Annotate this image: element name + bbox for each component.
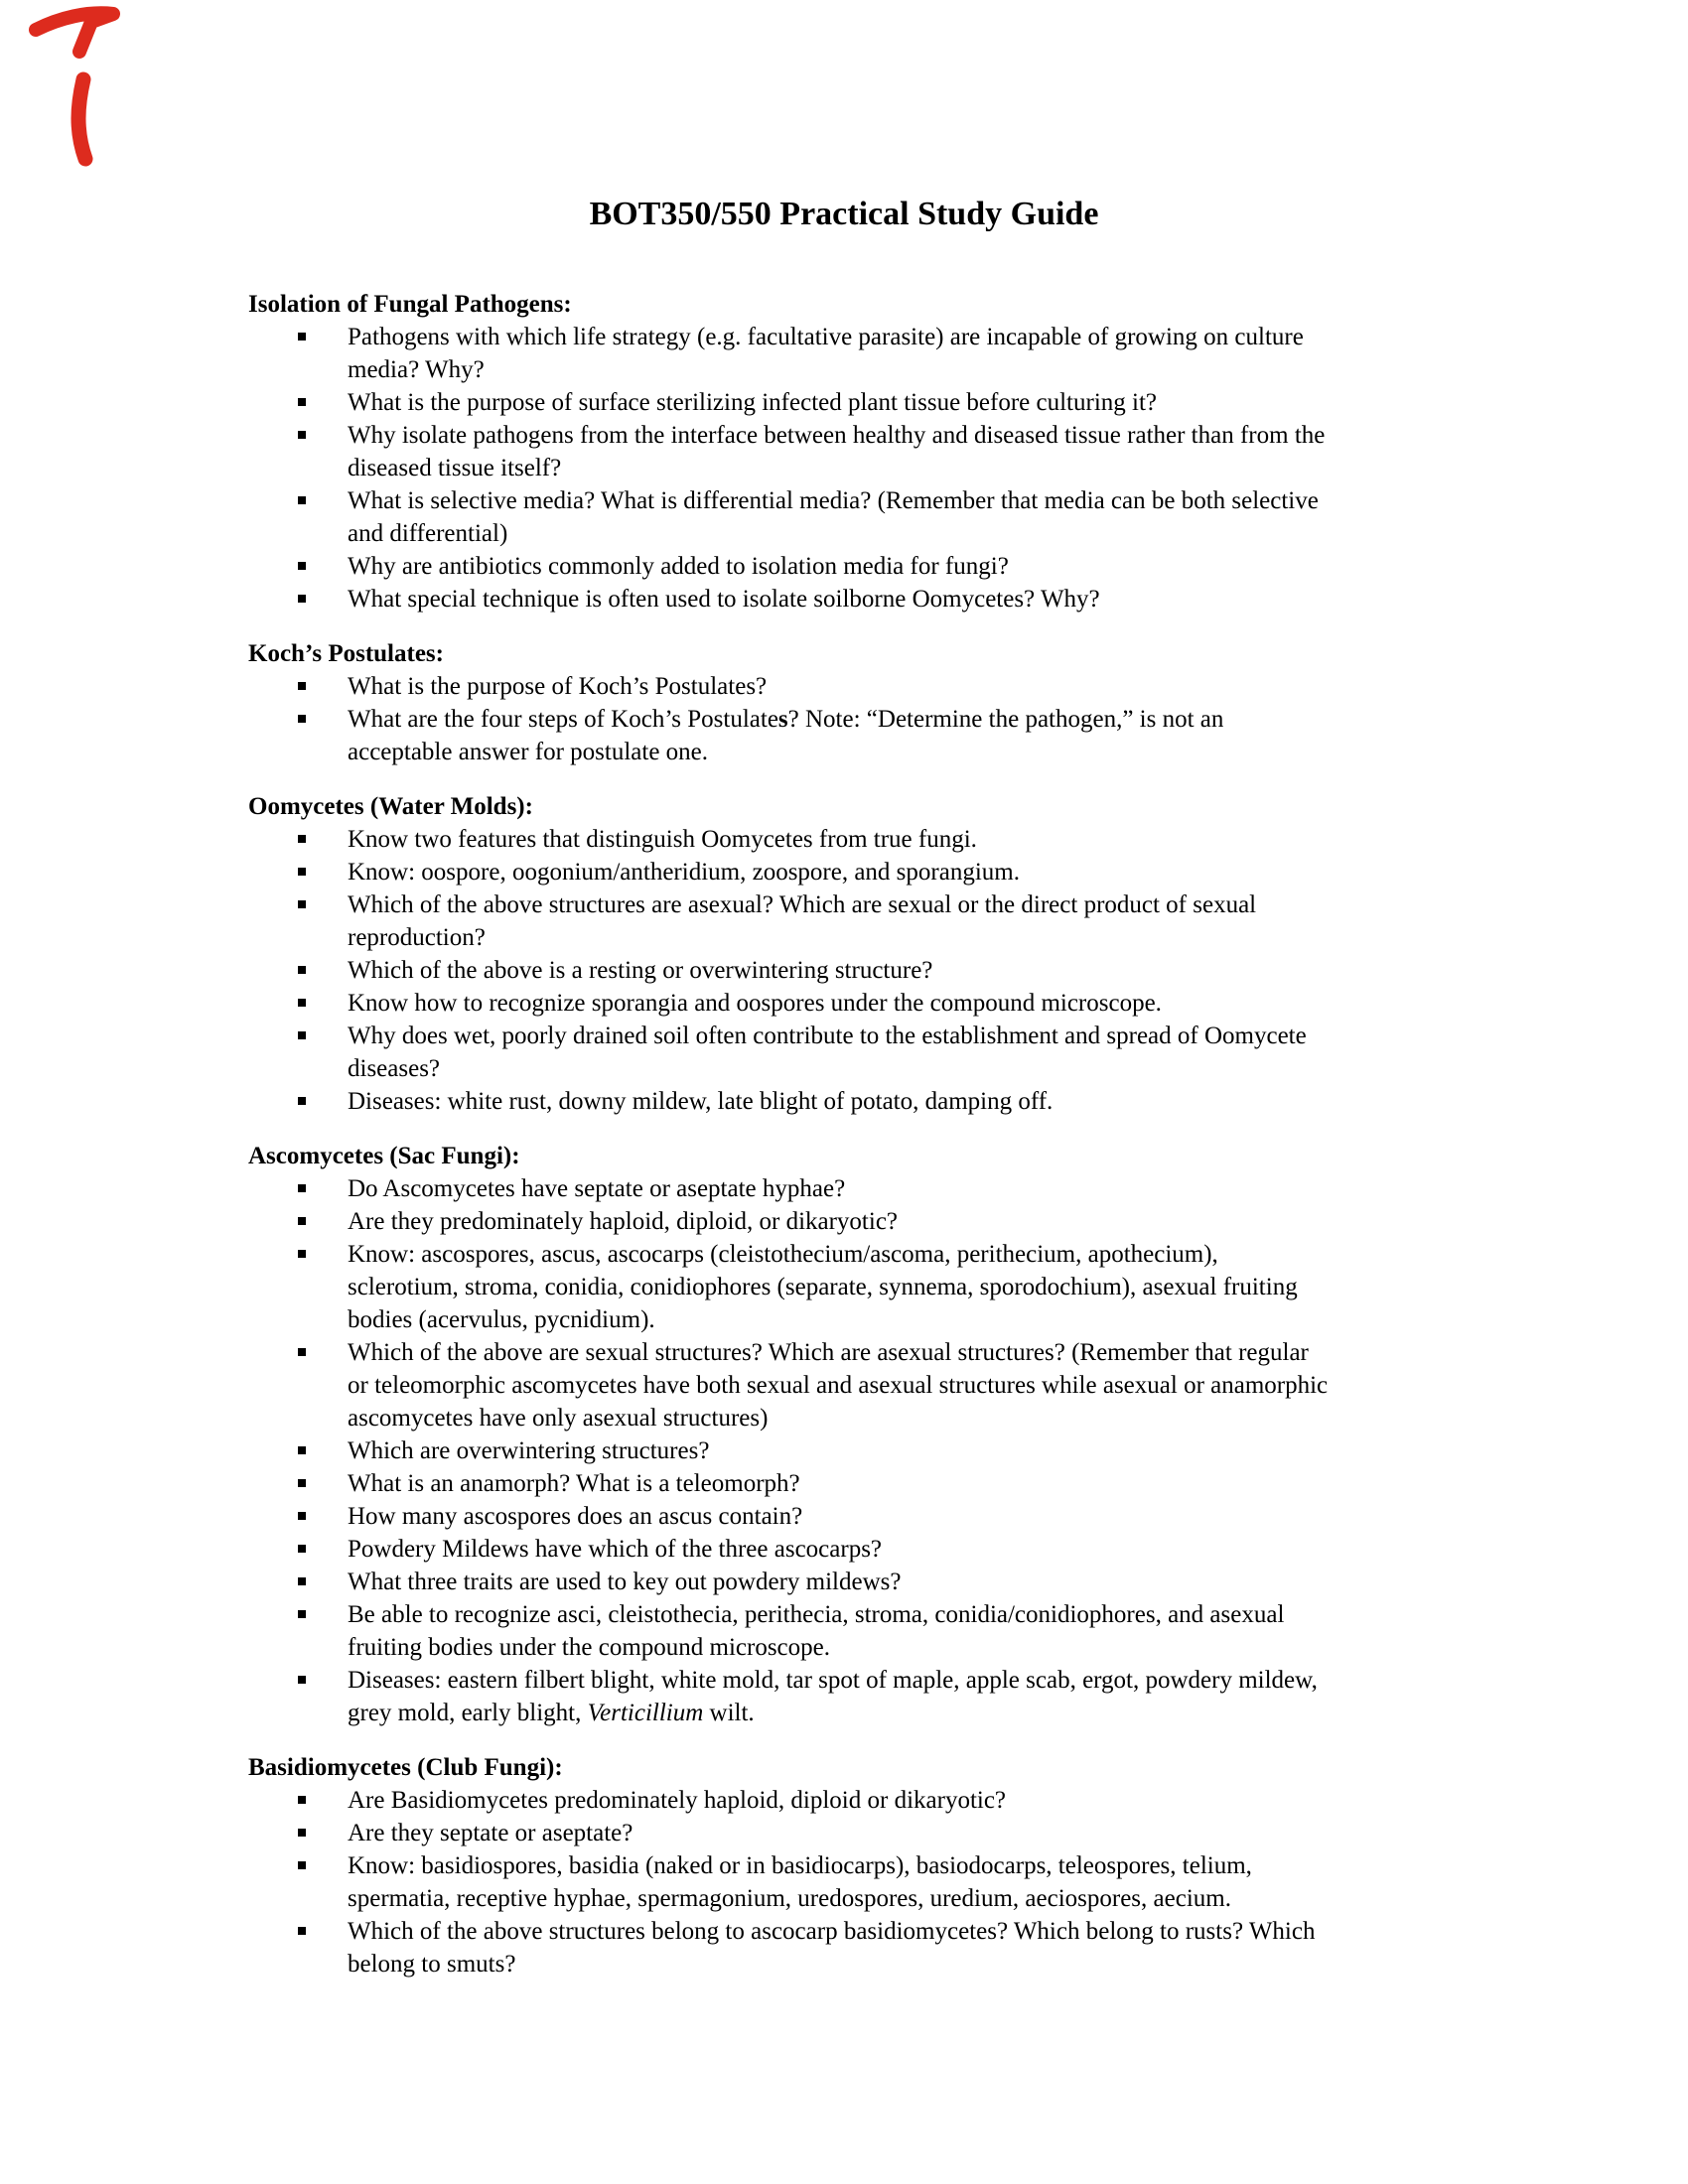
square-bullet-icon <box>298 1031 306 1039</box>
square-bullet-icon <box>298 398 306 406</box>
list-item <box>248 1434 1479 1467</box>
list-item <box>248 419 1479 484</box>
red-pen-marks-icon <box>22 2 171 181</box>
text-run: What is selective media? What is differential media? (Remember that media can be both selective <box>348 487 1319 514</box>
list-item-text <box>348 422 1325 481</box>
list-item-text <box>348 990 1162 1017</box>
text-run: s <box>777 706 788 733</box>
list-item-text <box>348 389 1157 416</box>
list-item <box>248 1817 1479 1849</box>
list-item <box>248 1664 1479 1729</box>
text-run: diseased tissue itself? <box>348 455 562 481</box>
square-bullet-icon <box>298 900 306 908</box>
text-run: Why are antibiotics commonly added to isolation media for fungi? <box>348 553 1009 580</box>
list-item-text <box>348 826 977 853</box>
list-item <box>248 1500 1479 1533</box>
text-run: media? Why? <box>348 356 485 383</box>
list-item <box>248 1467 1479 1500</box>
square-bullet-icon <box>298 562 306 570</box>
square-bullet-icon <box>298 1676 306 1684</box>
text-run: or teleomorphic ascomycetes have both sexual and asexual structures while asexual or anamorphic <box>348 1372 1329 1399</box>
text-run: Know: basidiospores, basidia (naked or in basidiocarps), basiodocarps, teleospores, telium, <box>348 1852 1252 1879</box>
list-item <box>248 1915 1479 1980</box>
list-item <box>248 1085 1479 1118</box>
list-item-text <box>348 1208 898 1235</box>
list-item-text <box>348 1667 1318 1726</box>
text-run: grey mold, early blight, <box>348 1700 588 1726</box>
text-run: Which of the above structures are asexual? Which are sexual or the direct product of sexual <box>348 891 1257 918</box>
list-item-text <box>348 586 1100 613</box>
list-item <box>248 484 1479 550</box>
text-run: acceptable answer for postulate one. <box>348 739 709 765</box>
text-run: bodies (acervulus, pycnidium). <box>348 1306 655 1333</box>
list-item <box>248 1336 1479 1434</box>
list-item <box>248 670 1479 703</box>
square-bullet-icon <box>298 868 306 876</box>
square-bullet-icon <box>298 1479 306 1487</box>
list-item <box>248 954 1479 987</box>
list-item <box>248 1020 1479 1085</box>
list-item <box>248 550 1479 583</box>
square-bullet-icon <box>298 1097 306 1105</box>
square-bullet-icon <box>298 1217 306 1225</box>
section-list <box>248 1172 1479 1729</box>
square-bullet-icon <box>298 431 306 439</box>
list-item-text <box>348 1023 1307 1082</box>
square-bullet-icon <box>298 1829 306 1837</box>
text-run: Which of the above is a resting or overwintering structure? <box>348 957 933 984</box>
text-run: What is the purpose of surface sterilizing infected plant tissue before culturing it? <box>348 389 1158 416</box>
text-run: spermatia, receptive hyphae, spermagonium, uredospores, uredium, aeciospores, aecium. <box>348 1885 1231 1912</box>
square-bullet-icon <box>298 835 306 843</box>
list-item <box>248 823 1479 856</box>
sections <box>248 288 1479 1980</box>
list-item <box>248 888 1479 954</box>
text-run: Be able to recognize asci, cleistothecia, perithecia, stroma, conidia/conidiophores, and asexual <box>348 1601 1285 1628</box>
section-list <box>248 823 1479 1118</box>
square-bullet-icon <box>298 1577 306 1585</box>
list-item-text <box>348 1339 1328 1432</box>
text-run: What special technique is often used to isolate soilborne Oomycetes? Why? <box>348 586 1100 613</box>
square-bullet-icon <box>298 496 306 504</box>
text-run: Which of the above are sexual structures? Which are asexual structures? (Remember that regular <box>348 1339 1309 1366</box>
text-run: Are Basidiomycetes predominately haploid, diploid or dikaryotic? <box>348 1787 1007 1814</box>
section-heading: Koch’s Postulates: <box>248 640 444 667</box>
list-item-text <box>348 891 1256 951</box>
square-bullet-icon <box>298 1250 306 1258</box>
list-item <box>248 583 1479 615</box>
list-item <box>248 1172 1479 1205</box>
text-run: ? Note: “Determine the pathogen,” is not an <box>787 706 1224 733</box>
list-item-text <box>348 673 767 700</box>
list-item-text <box>348 1503 802 1530</box>
study-section <box>248 1751 1479 1980</box>
square-bullet-icon <box>298 999 306 1007</box>
list-item-text <box>348 1787 1006 1814</box>
study-section <box>248 790 1479 1118</box>
square-bullet-icon <box>298 1796 306 1804</box>
section-heading: Isolation of Fungal Pathogens: <box>248 291 572 318</box>
text-run: belong to smuts? <box>348 1951 516 1978</box>
text-run: What is the purpose of Koch’s Postulates? <box>348 673 768 700</box>
text-run: Why isolate pathogens from the interface between healthy and diseased tissue rather than from the <box>348 422 1326 449</box>
text-run: Know two features that distinguish Oomycetes from true fungi. <box>348 826 977 853</box>
square-bullet-icon <box>298 1184 306 1192</box>
section-heading: Basidiomycetes (Club Fungi): <box>248 1754 563 1781</box>
square-bullet-icon <box>298 595 306 603</box>
text-run: Are they predominately haploid, diploid, or dikaryotic? <box>348 1208 899 1235</box>
list-item-text <box>348 1918 1315 1978</box>
list-item-text <box>348 706 1223 765</box>
list-item <box>248 1533 1479 1566</box>
square-bullet-icon <box>298 715 306 723</box>
list-item-text <box>348 1437 709 1464</box>
text-run: sclerotium, stroma, conidia, conidiophores (separate, synnema, sporodochium), asexual fruiting <box>348 1274 1298 1300</box>
list-item-text <box>348 1852 1252 1912</box>
list-item <box>248 1238 1479 1336</box>
text-run: ascomycetes have only asexual structures) <box>348 1405 769 1432</box>
section-list <box>248 1784 1479 1980</box>
text-run: Powdery Mildews have which of the three ascocarps? <box>348 1536 883 1563</box>
text-run: Verticillium <box>587 1700 704 1726</box>
document-title: BOT350/550 Practical Study Guide <box>589 196 1099 232</box>
document-content <box>248 195 1479 1980</box>
list-item <box>248 856 1479 888</box>
list-item-text <box>348 553 1009 580</box>
list-item-text <box>348 1569 901 1595</box>
list-item <box>248 386 1479 419</box>
text-run: Which are overwintering structures? <box>348 1437 710 1464</box>
study-section <box>248 288 1479 615</box>
list-item <box>248 703 1479 768</box>
square-bullet-icon <box>298 682 306 690</box>
list-item <box>248 1205 1479 1238</box>
text-run: What three traits are used to key out powdery mildews? <box>348 1569 902 1595</box>
square-bullet-icon <box>298 1512 306 1520</box>
red-pen-stroke-top <box>36 13 113 52</box>
text-run: Which of the above structures belong to ascocarp basidiomycetes? Which belong to rusts? Which <box>348 1918 1316 1945</box>
text-run: Pathogens with which life strategy (e.g. facultative parasite) are incapable of growing on culture <box>348 324 1304 350</box>
text-run: reproduction? <box>348 924 486 951</box>
list-item-text <box>348 859 1020 886</box>
list-item <box>248 321 1479 386</box>
section-list <box>248 321 1479 615</box>
list-item <box>248 1598 1479 1664</box>
study-section <box>248 637 1479 768</box>
text-run: Why does wet, poorly drained soil often contribute to the establishment and spread of Oomycete <box>348 1023 1307 1049</box>
square-bullet-icon <box>298 1348 306 1356</box>
text-run: What is an anamorph? What is a teleomorph? <box>348 1470 800 1497</box>
square-bullet-icon <box>298 1545 306 1553</box>
square-bullet-icon <box>298 1927 306 1935</box>
list-item <box>248 1566 1479 1598</box>
list-item-text <box>348 1536 882 1563</box>
study-section <box>248 1140 1479 1729</box>
text-run: Know: ascospores, ascus, ascocarps (cleistothecium/ascoma, perithecium, apothecium), <box>348 1241 1218 1268</box>
list-item <box>248 987 1479 1020</box>
square-bullet-icon <box>298 1861 306 1869</box>
square-bullet-icon <box>298 1610 306 1618</box>
text-run: Diseases: eastern filbert blight, white mold, tar spot of maple, apple scab, ergot, powdery mildew, <box>348 1667 1318 1694</box>
text-run: fruiting bodies under the compound microscope. <box>348 1634 830 1661</box>
text-run: diseases? <box>348 1055 441 1082</box>
section-list <box>248 670 1479 768</box>
section-heading: Ascomycetes (Sac Fungi): <box>248 1143 520 1169</box>
list-item-text <box>348 1601 1284 1661</box>
text-run: Do Ascomycetes have septate or aseptate hyphae? <box>348 1175 846 1202</box>
list-item-text <box>348 957 932 984</box>
list-item <box>248 1849 1479 1915</box>
list-item <box>248 1784 1479 1817</box>
square-bullet-icon <box>298 1446 306 1454</box>
text-run: Know: oospore, oogonium/antheridium, zoospore, and sporangium. <box>348 859 1020 886</box>
list-item-text <box>348 1175 845 1202</box>
list-item-text <box>348 324 1304 383</box>
text-run: wilt. <box>703 1700 755 1726</box>
square-bullet-icon <box>298 333 306 341</box>
list-item-text <box>348 1820 633 1846</box>
text-run: and differential) <box>348 520 508 547</box>
text-run: Know how to recognize sporangia and oospores under the compound microscope. <box>348 990 1162 1017</box>
text-run: Are they septate or aseptate? <box>348 1820 633 1846</box>
list-item-text <box>348 1088 1053 1115</box>
text-run: Diseases: white rust, downy mildew, late blight of potato, damping off. <box>348 1088 1054 1115</box>
text-run: What are the four steps of Koch’s Postulate <box>348 706 778 733</box>
section-heading: Oomycetes (Water Molds): <box>248 793 533 820</box>
square-bullet-icon <box>298 966 306 974</box>
list-item-text <box>348 1241 1298 1333</box>
red-pen-stroke-bottom <box>78 79 85 159</box>
list-item-text <box>348 487 1319 547</box>
text-run: How many ascospores does an ascus contain? <box>348 1503 803 1530</box>
list-item-text <box>348 1470 800 1497</box>
